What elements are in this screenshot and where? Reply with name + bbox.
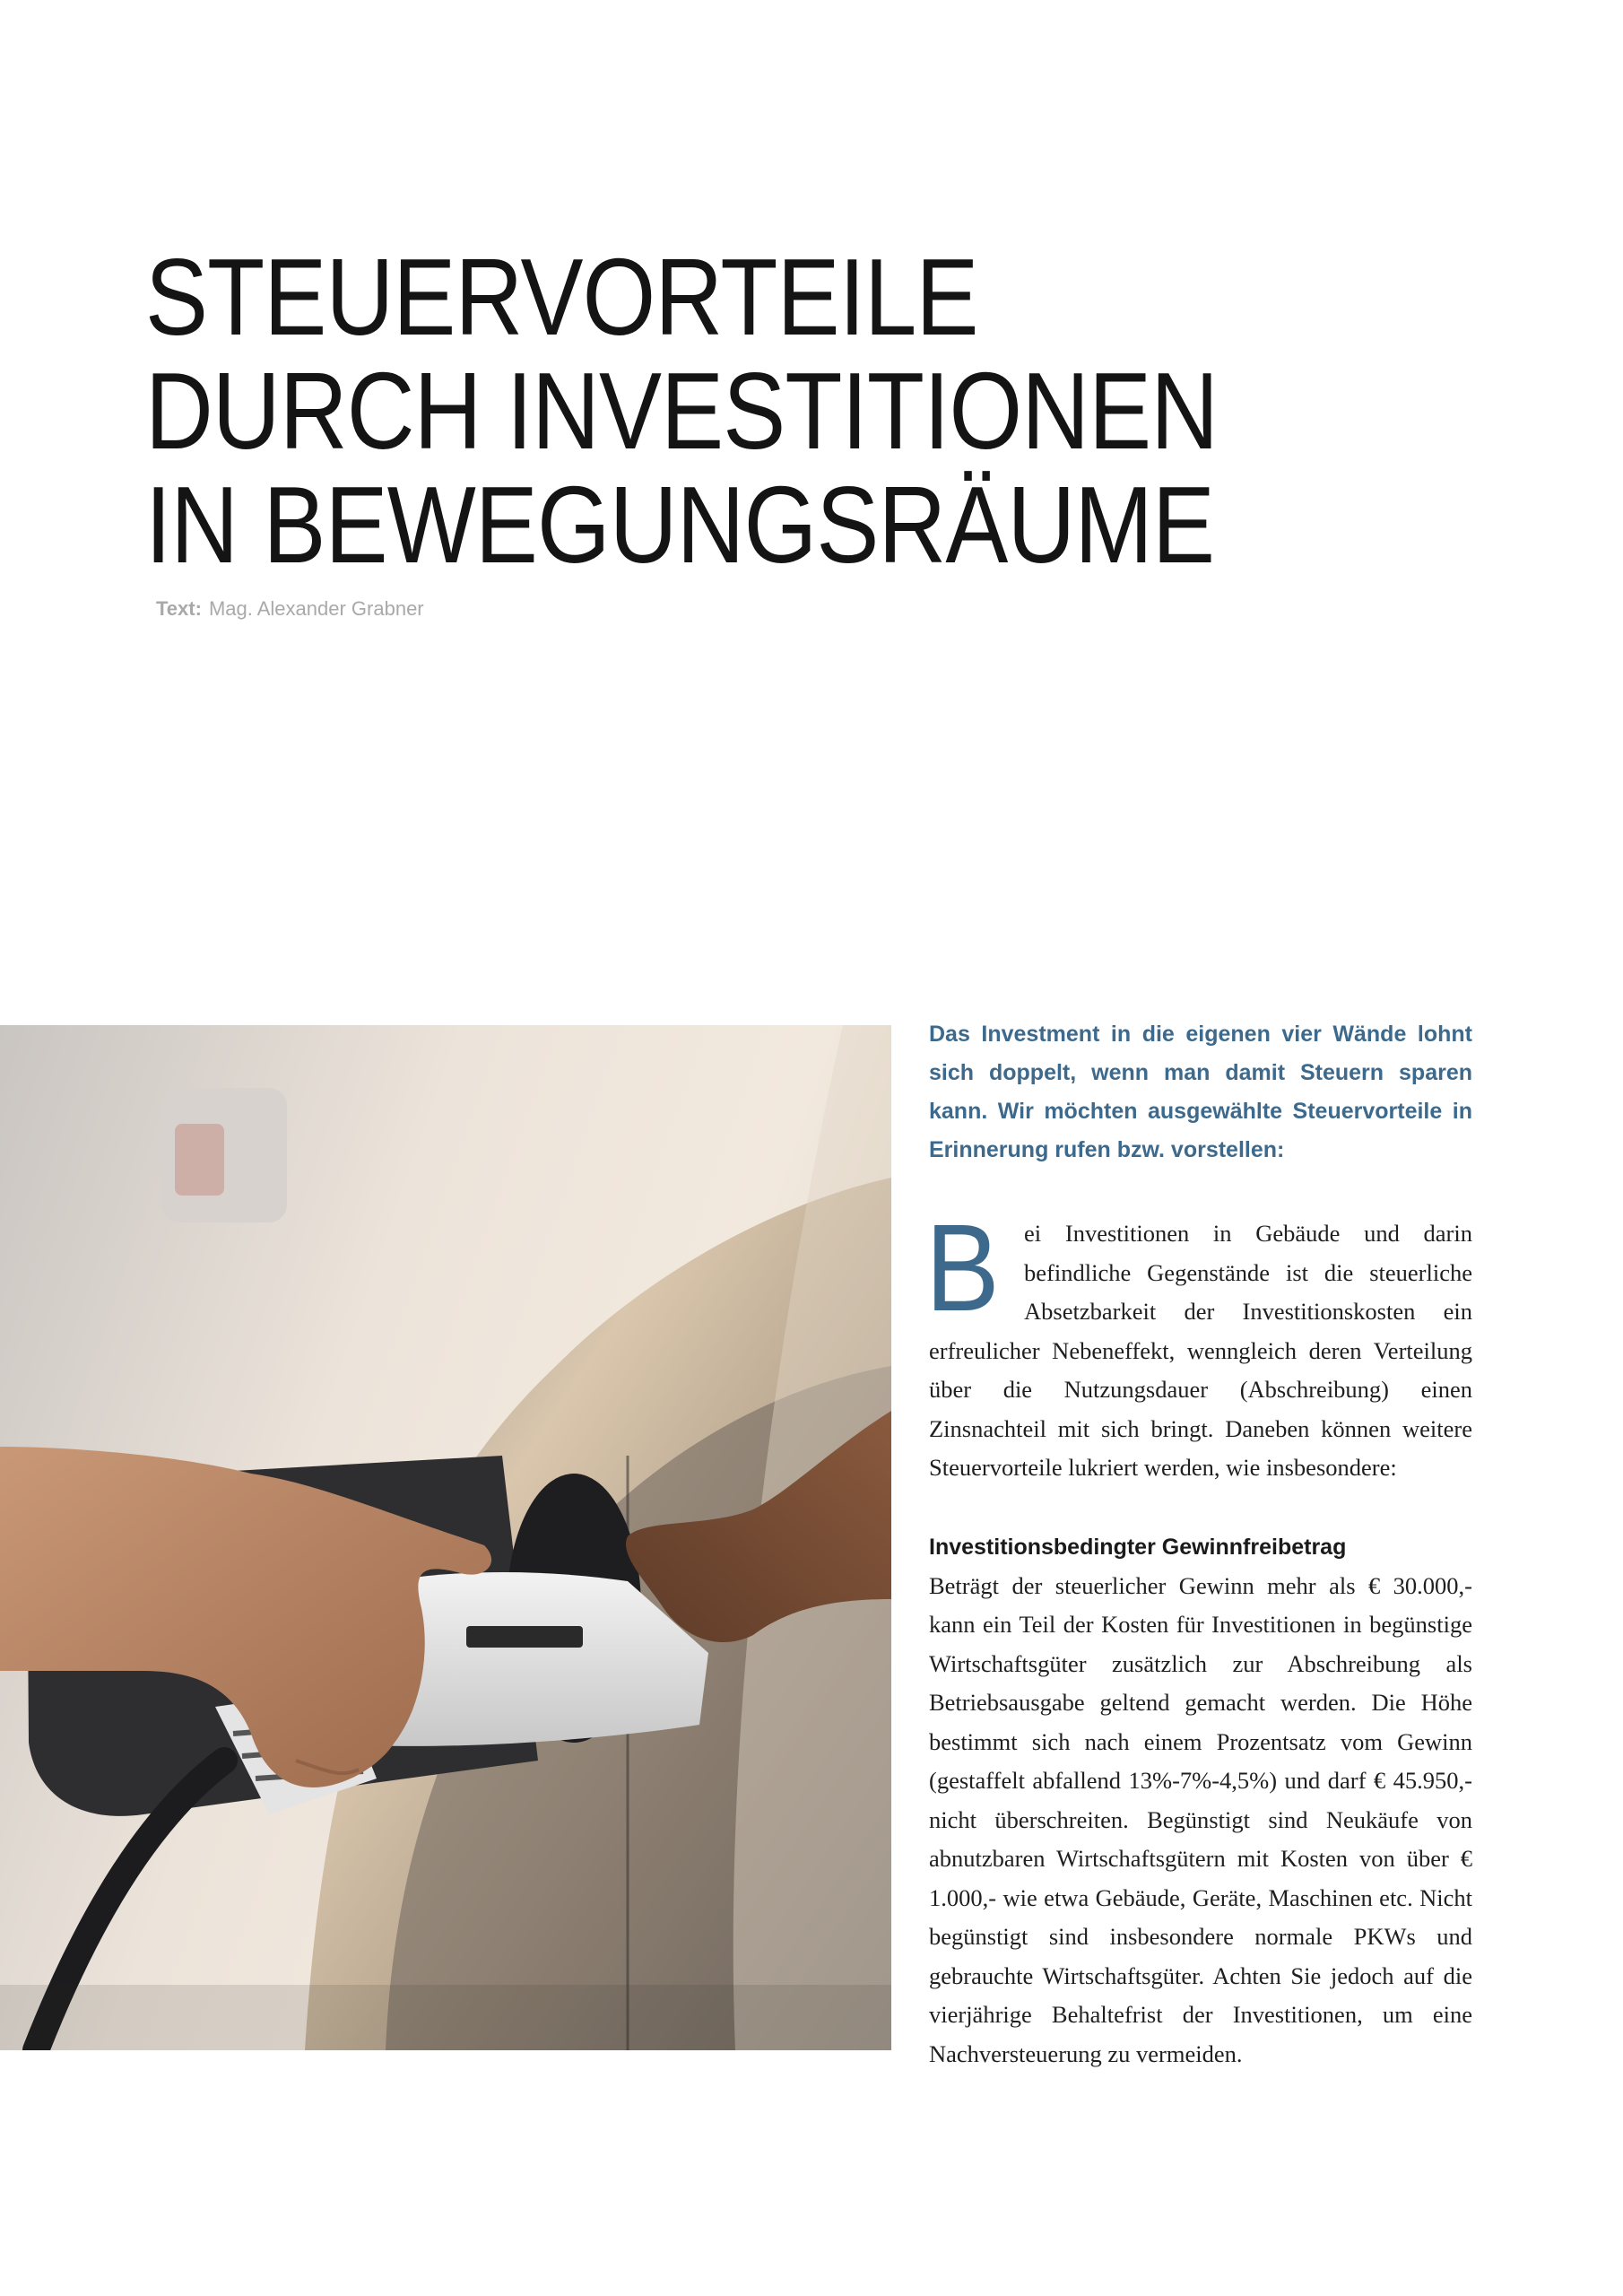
- section-paragraph: Beträgt der steuerlicher Gewinn mehr als € 30.000,- kann ein Teil der Kosten für Investitionen in begünstige Wirtschaftsgüter zusätzlich zur Abschreibung als Betriebsausgabe geltend gemacht werden. Die Höhe bestimmt sich nach einem Prozentsatz vom Gewinn (gestaffelt abfallend 13%-7%-4,5%) und darf € 45.950,- nicht überschreiten. Begünstigt sind Neukäufe von abnutzbaren Wirtschaftsgütern mit Kosten von über € 1.000,- wie etwa Gebäude, Geräte, Maschinen etc. Nicht begünstigt sind insbesondere normale PKWs und gebrauchte Wirtschaftsgüter. Achten Sie jedoch auf die vierjährige Behaltefrist der Investitionen, um eine Nachversteuerung zu vermeiden.: [929, 1571, 1472, 2067]
- intro-text: ei Investitionen in Gebäude und darin befindliche Gegenstände ist die steuerliche Absetzbarkeit der Investitionskosten ein erfreulicher Nebeneffekt, wenngleich deren Verteilung über die Nutzungsdauer (Abschreibung) einen Zinsnachteil mit sich bringt. Daneben können weitere Steuervorteile lukriert werden, wie insbesondere:: [929, 1220, 1472, 1481]
- section-heading: Investitionsbedingter Gewinnfreibetrag: [929, 1534, 1347, 1560]
- byline: [156, 597, 424, 621]
- title-line-1: STEUERVORTEILE: [145, 236, 978, 358]
- dropcap: B: [925, 1199, 1000, 1337]
- title-line-3: IN BEWEGUNGSRÄUME: [145, 464, 1215, 586]
- intro-paragraph: [925, 1199, 1472, 1488]
- article-lead: Das Investment in die eigenen vier Wände lohnt sich doppelt, wenn man damit Steuern sparen kann. Wir möchten ausgewählte Steuervorteile in Erinnerung rufen bzw. vorstellen:: [929, 1022, 1472, 1162]
- title-line-2: DURCH INVESTITIONEN: [145, 350, 1219, 472]
- article-title: [145, 236, 1302, 586]
- byline-label: Text:: [156, 597, 202, 620]
- article-text-column: [925, 1015, 1472, 2074]
- ev-charging-photo: [0, 1025, 891, 2050]
- byline-author: Mag. Alexander Grabner: [208, 597, 424, 620]
